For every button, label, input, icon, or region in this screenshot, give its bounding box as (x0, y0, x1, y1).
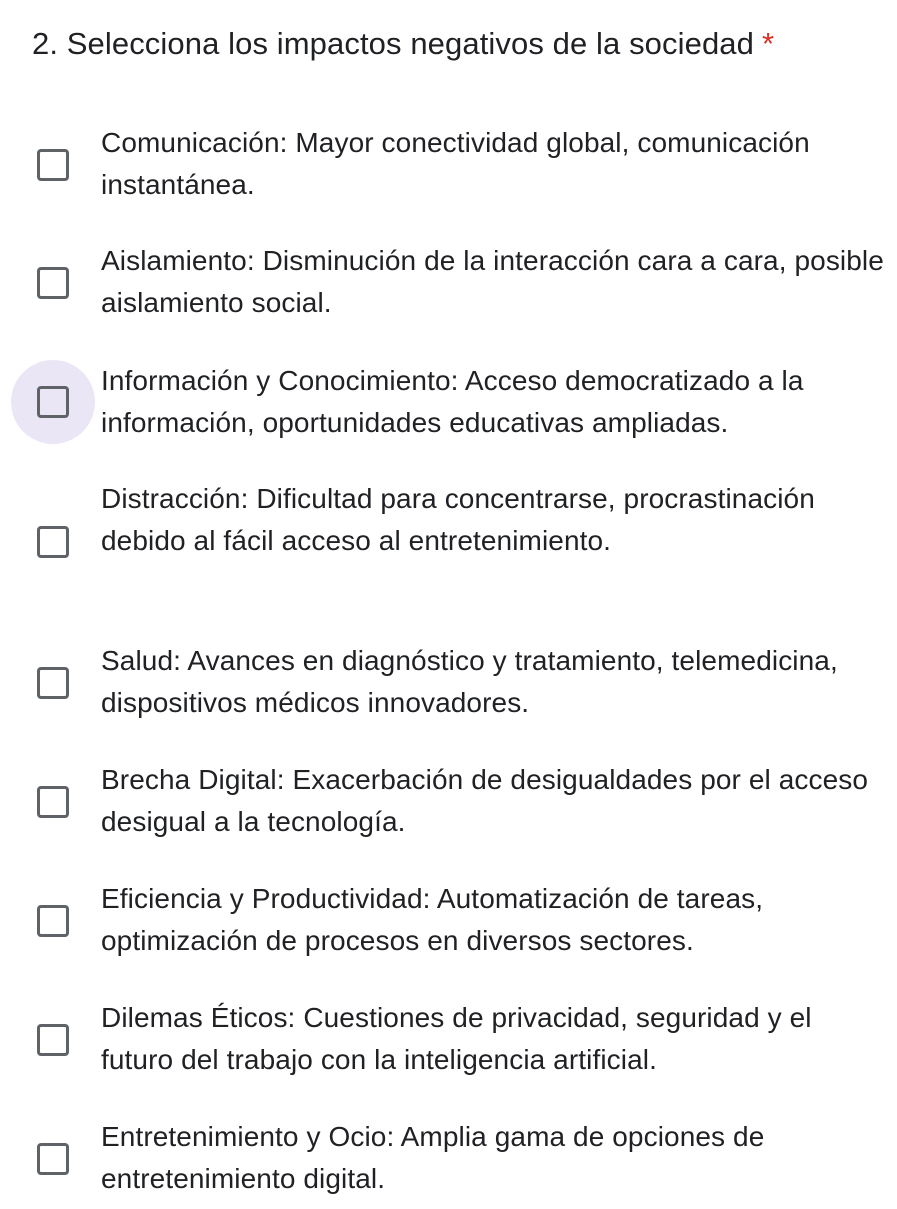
option-label: Distracción: Dificultad para concentrarse, procrastinación debido al fácil acceso al entretenimiento. (101, 483, 815, 556)
checkbox-icon[interactable] (37, 905, 69, 937)
question-text: 2. Selecciona los impactos negativos de la sociedad (32, 26, 754, 61)
option-label: Información y Conocimiento: Acceso democratizado a la información, oportunidades educativas ampliadas. (101, 365, 804, 438)
checkbox-icon[interactable] (37, 386, 69, 418)
checkbox-icon[interactable] (37, 1143, 69, 1175)
checkbox-hit-area[interactable] (11, 1117, 95, 1201)
option-label: Entretenimiento y Ocio: Amplia gama de opciones de entretenimiento digital. (101, 1121, 765, 1194)
checkbox-hit-area[interactable] (11, 123, 95, 207)
checkbox-option[interactable] (0, 638, 897, 728)
checkbox-icon[interactable] (37, 1024, 69, 1056)
checkbox-option[interactable] (0, 476, 897, 606)
option-label: Aislamiento: Disminución de la interacción cara a cara, posible aislamiento social. (101, 245, 884, 318)
checkbox-option[interactable] (0, 1114, 897, 1204)
option-label: Dilemas Éticos: Cuestiones de privacidad, seguridad y el futuro del trabajo con la inteligencia artificial. (101, 1002, 812, 1075)
required-asterisk: * (761, 26, 775, 61)
checkbox-hit-area-focused[interactable] (11, 360, 95, 444)
checkbox-icon[interactable] (37, 526, 69, 558)
checkbox-option[interactable] (0, 358, 897, 448)
checkbox-hit-area[interactable] (11, 760, 95, 844)
checkbox-hit-area[interactable] (11, 998, 95, 1082)
option-label: Brecha Digital: Exacerbación de desigualdades por el acceso desigual a la tecnología. (101, 764, 869, 837)
checkbox-option[interactable] (0, 238, 897, 328)
checkbox-option[interactable] (0, 876, 897, 966)
checkbox-icon[interactable] (37, 267, 69, 299)
checkbox-hit-area[interactable] (11, 641, 95, 725)
checkbox-option[interactable] (0, 757, 897, 847)
option-label: Eficiencia y Productividad: Automatización de tareas, optimización de procesos en diversos sectores. (101, 883, 764, 956)
option-label: Salud: Avances en diagnóstico y tratamiento, telemedicina, dispositivos médicos innovadores. (101, 645, 838, 718)
checkbox-icon[interactable] (37, 786, 69, 818)
checkbox-option[interactable] (0, 120, 897, 210)
checkbox-hit-area[interactable] (11, 241, 95, 325)
checkbox-hit-area[interactable] (11, 500, 95, 584)
option-label: Comunicación: Mayor conectividad global, comunicación instantánea. (101, 127, 810, 200)
checkbox-icon[interactable] (37, 149, 69, 181)
checkbox-icon[interactable] (37, 667, 69, 699)
checkbox-option[interactable] (0, 995, 897, 1085)
checkbox-hit-area[interactable] (11, 879, 95, 963)
question-title (32, 22, 774, 66)
